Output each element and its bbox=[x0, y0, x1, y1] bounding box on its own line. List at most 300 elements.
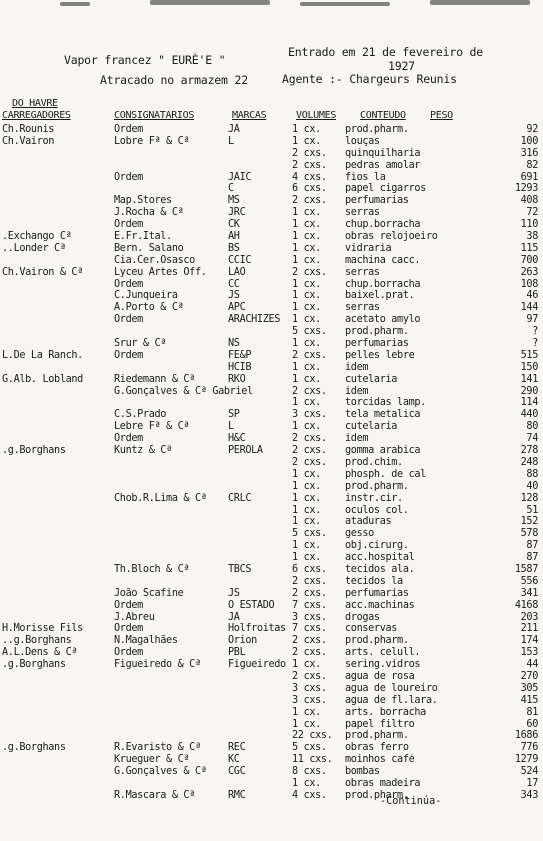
cell-consignatario: G.Gonçalves & Cª bbox=[114, 766, 207, 778]
cell-volumes: 1 cx. bbox=[292, 242, 321, 254]
cell-peso: 141 bbox=[520, 373, 538, 385]
docked-at: Atracado no armazem 22 bbox=[100, 73, 248, 87]
cell-consignatario: G.Gonçalves & Cª Gabriel bbox=[114, 385, 253, 397]
table-row bbox=[0, 350, 543, 362]
table-row bbox=[0, 279, 543, 291]
cell-carregador: Ch.Vairon & Cª bbox=[2, 266, 83, 278]
table-row bbox=[0, 362, 543, 374]
cell-peso: 46 bbox=[526, 290, 538, 302]
table-row bbox=[0, 160, 543, 172]
table-row bbox=[0, 326, 543, 338]
cell-marca: JS bbox=[228, 587, 240, 599]
table-row bbox=[0, 754, 543, 766]
table-row bbox=[0, 552, 543, 564]
cell-peso: 87 bbox=[526, 540, 538, 552]
cell-consignatario: Ordem bbox=[114, 349, 143, 361]
cell-conteudo: acc.hospital bbox=[345, 552, 415, 564]
cell-consignatario: Ordem bbox=[114, 623, 143, 635]
cell-conteudo: sering.vidros bbox=[345, 659, 421, 671]
cell-consignatario: C.S.Prado bbox=[114, 409, 167, 421]
cell-peso: 578 bbox=[520, 528, 538, 540]
cell-volumes: 2 cxs. bbox=[292, 670, 327, 682]
cell-carregador: Ch.Vairon bbox=[2, 135, 55, 147]
cell-peso: 316 bbox=[520, 147, 538, 159]
cell-volumes: 1 cx. bbox=[292, 480, 321, 492]
col-volumes-header: VOLUMES bbox=[296, 110, 337, 121]
cell-volumes: 2 cxs. bbox=[292, 635, 327, 647]
cell-marca: TBCS bbox=[228, 563, 252, 575]
cell-peso: 248 bbox=[520, 456, 538, 468]
table-row bbox=[0, 790, 543, 802]
scan-smudge bbox=[430, 0, 530, 5]
col-peso-header: PESO bbox=[430, 110, 453, 121]
table-row bbox=[0, 148, 543, 160]
cell-volumes: 2 cxs. bbox=[292, 147, 327, 159]
cell-carregador: .Exchango Cª bbox=[2, 231, 72, 243]
table-row bbox=[0, 612, 543, 624]
table-row bbox=[0, 302, 543, 314]
cell-consignatario: Ordem bbox=[114, 171, 143, 183]
cell-volumes: 1 cx. bbox=[292, 516, 321, 528]
table-row bbox=[0, 730, 543, 742]
cell-volumes: 1 cx. bbox=[292, 468, 321, 480]
cell-consignatario: C.Junqueira bbox=[114, 290, 178, 302]
cell-carregador: ..g.Borghans bbox=[2, 635, 72, 647]
cell-consignatario: Srur & Cª bbox=[114, 338, 167, 350]
table-row bbox=[0, 540, 543, 552]
cell-conteudo: louças bbox=[345, 135, 380, 147]
cell-peso: 88 bbox=[526, 468, 538, 480]
cell-conteudo: machina cacc. bbox=[345, 254, 421, 266]
table-row bbox=[0, 635, 543, 647]
cell-peso: 152 bbox=[520, 516, 538, 528]
cell-peso: 174 bbox=[520, 635, 538, 647]
cell-volumes: 2 cxs. bbox=[292, 587, 327, 599]
cell-carregador: A.L.Dens & Cª bbox=[2, 647, 78, 659]
cell-peso: 278 bbox=[520, 445, 538, 457]
cell-volumes: 1 cx. bbox=[292, 706, 321, 718]
cell-peso: 144 bbox=[520, 302, 538, 314]
table-row bbox=[0, 659, 543, 671]
table-row bbox=[0, 243, 543, 255]
cell-volumes: 7 cxs. bbox=[292, 623, 327, 635]
cell-conteudo: arts. celull. bbox=[345, 647, 421, 659]
cell-volumes: 4 cxs. bbox=[292, 789, 327, 801]
cell-volumes: 1 cx. bbox=[292, 504, 321, 516]
table-row bbox=[0, 778, 543, 790]
cell-volumes: 3 cxs. bbox=[292, 409, 327, 421]
cell-carregador: .g.Borghans bbox=[2, 742, 66, 754]
cell-consignatario: Krueguer & Cª bbox=[114, 754, 190, 766]
cell-volumes: 2 cxs. bbox=[292, 433, 327, 445]
cell-peso: 524 bbox=[520, 766, 538, 778]
cell-consignatario: Cia.Cer.Osasco bbox=[114, 254, 195, 266]
vessel-title: Vapor francez " EURÈ'E " bbox=[64, 53, 226, 67]
cell-volumes: 2 cxs. bbox=[292, 349, 327, 361]
cell-marca: CCIC bbox=[228, 254, 252, 266]
cell-peso: 691 bbox=[520, 171, 538, 183]
col-conteudo-header: CONTEUDO bbox=[360, 110, 406, 121]
table-row bbox=[0, 290, 543, 302]
table-row bbox=[0, 576, 543, 588]
table-row bbox=[0, 719, 543, 731]
cell-conteudo: drogas bbox=[345, 611, 380, 623]
cell-carregador: H.Morisse Fils bbox=[2, 623, 83, 635]
cell-volumes: 1 cx. bbox=[292, 397, 321, 409]
cell-volumes: 22 cxs. bbox=[292, 730, 333, 742]
cell-peso: 74 bbox=[526, 433, 538, 445]
cell-peso: 1686 bbox=[514, 730, 538, 742]
cell-peso: 203 bbox=[520, 611, 538, 623]
cell-peso: 17 bbox=[526, 777, 538, 789]
cell-conteudo: serras bbox=[345, 302, 380, 314]
table-row bbox=[0, 742, 543, 754]
cell-peso: 408 bbox=[520, 195, 538, 207]
cell-conteudo: vidraria bbox=[345, 242, 392, 254]
cell-conteudo: obras relojoeiro bbox=[345, 231, 438, 243]
cell-marca: Orion bbox=[228, 635, 257, 647]
cell-volumes: 1 cx. bbox=[292, 302, 321, 314]
cell-volumes: 1 cx. bbox=[292, 254, 321, 266]
cell-carregador: .g.Borghans bbox=[2, 659, 66, 671]
table-row bbox=[0, 481, 543, 493]
cell-marca: CGC bbox=[228, 766, 246, 778]
cell-conteudo: obras madeira bbox=[345, 777, 421, 789]
table-row bbox=[0, 314, 543, 326]
cell-marca: CK bbox=[228, 219, 240, 231]
cell-volumes: 5 cxs. bbox=[292, 326, 327, 338]
cell-consignatario: Chob.R.Lima & Cª bbox=[114, 492, 207, 504]
cell-volumes: 8 cxs. bbox=[292, 766, 327, 778]
cell-consignatario: Lebre Fª & Cª bbox=[114, 421, 190, 433]
scan-smudge bbox=[150, 0, 270, 5]
cell-marca: Holfroitas bbox=[228, 623, 286, 635]
table-row bbox=[0, 683, 543, 695]
cell-peso: 153 bbox=[520, 647, 538, 659]
table-row bbox=[0, 124, 543, 136]
cell-conteudo: quinquilharia bbox=[345, 147, 421, 159]
cell-volumes: 1 cx. bbox=[292, 492, 321, 504]
table-row bbox=[0, 493, 543, 505]
cell-conteudo: papel cigarros bbox=[345, 183, 426, 195]
cell-volumes: 2 cxs. bbox=[292, 385, 327, 397]
cell-conteudo: idem bbox=[345, 361, 369, 373]
cell-consignatario: Ordem bbox=[114, 599, 143, 611]
cell-marca: RKO bbox=[228, 373, 246, 385]
cell-peso: 115 bbox=[520, 242, 538, 254]
cell-volumes: 1 cx. bbox=[292, 373, 321, 385]
agent: Agente :- Chargeurs Reunis bbox=[282, 72, 457, 86]
cell-consignatario: J.Rocha & Cª bbox=[114, 207, 184, 219]
cell-conteudo: obj.cirurg. bbox=[345, 540, 409, 552]
cell-consignatario: Ordem bbox=[114, 433, 143, 445]
cell-conteudo: bombas bbox=[345, 766, 380, 778]
table-row bbox=[0, 207, 543, 219]
cell-conteudo: tecidos ala. bbox=[345, 563, 415, 575]
cell-peso: 81 bbox=[526, 706, 538, 718]
cell-conteudo: perfumarias bbox=[345, 195, 409, 207]
cell-marca: H&C bbox=[228, 433, 246, 445]
cell-volumes: 1 cx. bbox=[292, 421, 321, 433]
cell-conteudo: idem bbox=[345, 385, 369, 397]
cell-conteudo: tela metalica bbox=[345, 409, 421, 421]
cell-conteudo: serras bbox=[345, 207, 380, 219]
cell-peso: 776 bbox=[520, 742, 538, 754]
table-row bbox=[0, 374, 543, 386]
manifest-table bbox=[0, 124, 543, 802]
cell-conteudo: papel filtro bbox=[345, 718, 415, 730]
cell-volumes: 3 cxs. bbox=[292, 694, 327, 706]
cell-volumes: 1 cx. bbox=[292, 231, 321, 243]
cell-peso: 290 bbox=[520, 385, 538, 397]
cell-volumes: 2 cxs. bbox=[292, 647, 327, 659]
scan-smudge bbox=[300, 2, 390, 6]
table-row bbox=[0, 707, 543, 719]
cell-conteudo: prod.pharm. bbox=[345, 730, 409, 742]
cell-marca: JS bbox=[228, 290, 240, 302]
table-row bbox=[0, 766, 543, 778]
cell-carregador: Ch.Rounis bbox=[2, 124, 55, 135]
cell-volumes: 1 cx. bbox=[292, 207, 321, 219]
arrival-year: 1927 bbox=[388, 59, 415, 73]
cell-marca: O ESTADO bbox=[228, 599, 275, 611]
cell-peso: ? bbox=[532, 338, 538, 350]
cell-consignatario: João Scafine bbox=[114, 587, 184, 599]
cell-peso: 4168 bbox=[514, 599, 538, 611]
cell-peso: 341 bbox=[520, 587, 538, 599]
cell-conteudo: baixel.prat. bbox=[345, 290, 415, 302]
cell-conteudo: prod.chim. bbox=[345, 456, 403, 468]
continued-note: -Continúa- bbox=[380, 796, 442, 807]
cell-marca: APC bbox=[228, 302, 246, 314]
cell-marca: JAIC bbox=[228, 171, 252, 183]
cell-volumes: 1 cx. bbox=[292, 219, 321, 231]
table-row bbox=[0, 183, 543, 195]
cell-marca: RMC bbox=[228, 789, 246, 801]
cell-volumes: 3 cxs. bbox=[292, 611, 327, 623]
cell-peso: 110 bbox=[520, 219, 538, 231]
table-row bbox=[0, 516, 543, 528]
cell-peso: 38 bbox=[526, 231, 538, 243]
cell-conteudo: arts. borracha bbox=[345, 706, 426, 718]
table-row bbox=[0, 469, 543, 481]
scan-smudge bbox=[60, 2, 90, 6]
cell-marca: PEROLA bbox=[228, 445, 263, 457]
cell-volumes: 1 cx. bbox=[292, 124, 321, 135]
cell-volumes: 6 cxs. bbox=[292, 183, 327, 195]
cell-peso: 44 bbox=[526, 659, 538, 671]
cell-consignatario: Ordem bbox=[114, 278, 143, 290]
cell-consignatario: Lyceu Artes Off. bbox=[114, 266, 207, 278]
cell-peso: 700 bbox=[520, 254, 538, 266]
cell-conteudo: chup.borracha bbox=[345, 278, 421, 290]
cell-volumes: 1 cx. bbox=[292, 361, 321, 373]
cell-peso: 415 bbox=[520, 694, 538, 706]
table-row bbox=[0, 671, 543, 683]
cell-peso: 1279 bbox=[514, 754, 538, 766]
cell-marca: MS bbox=[228, 195, 240, 207]
cell-conteudo: agua de loureiro bbox=[345, 682, 438, 694]
cell-conteudo: prod.pharm. bbox=[345, 789, 409, 801]
arrival-date: Entrado em 21 de fevereiro de bbox=[288, 45, 483, 59]
cell-conteudo: torcidas lamp. bbox=[345, 397, 426, 409]
cell-volumes: 1 cx. bbox=[292, 552, 321, 564]
cell-marca: ARACHIZES bbox=[228, 314, 281, 326]
cell-peso: 1293 bbox=[514, 183, 538, 195]
cell-marca: PBL bbox=[228, 647, 246, 659]
table-row bbox=[0, 695, 543, 707]
cell-volumes: 2 cxs. bbox=[292, 159, 327, 171]
table-row bbox=[0, 433, 543, 445]
cell-consignatario: J.Abreu bbox=[114, 611, 155, 623]
cell-consignatario: Bern. Salano bbox=[114, 242, 184, 254]
cell-marca: KC bbox=[228, 754, 240, 766]
cell-peso: 114 bbox=[520, 397, 538, 409]
table-row bbox=[0, 195, 543, 207]
cell-volumes: 1 cx. bbox=[292, 338, 321, 350]
table-row bbox=[0, 564, 543, 576]
cell-peso: 263 bbox=[520, 266, 538, 278]
table-row bbox=[0, 623, 543, 635]
cell-volumes: 1 cx. bbox=[292, 777, 321, 789]
cell-marca: JA bbox=[228, 611, 240, 623]
cell-volumes: 1 cx. bbox=[292, 290, 321, 302]
cell-peso: 211 bbox=[520, 623, 538, 635]
cell-peso: 80 bbox=[526, 421, 538, 433]
table-row bbox=[0, 172, 543, 184]
cell-consignatario: Ordem bbox=[114, 647, 143, 659]
cell-marca: NS bbox=[228, 338, 240, 350]
cell-conteudo: gesso bbox=[345, 528, 374, 540]
cell-conteudo: perfumarias bbox=[345, 338, 409, 350]
table-row bbox=[0, 457, 543, 469]
cell-volumes: 1 cx. bbox=[292, 314, 321, 326]
cell-peso: 515 bbox=[520, 349, 538, 361]
cell-conteudo: ataduras bbox=[345, 516, 392, 528]
cell-conteudo: tecidos la bbox=[345, 575, 403, 587]
table-row bbox=[0, 445, 543, 457]
cell-consignatario: Riedemann & Cª bbox=[114, 373, 195, 385]
cell-consignatario: A.Porto & Cª bbox=[114, 302, 184, 314]
cell-conteudo: prod.pharm. bbox=[345, 635, 409, 647]
cell-peso: 128 bbox=[520, 492, 538, 504]
cell-volumes: 1 cx. bbox=[292, 540, 321, 552]
cell-volumes: 4 cxs. bbox=[292, 171, 327, 183]
cell-conteudo: prod.pharm. bbox=[345, 326, 409, 338]
cell-conteudo: instr.cir. bbox=[345, 492, 403, 504]
cell-conteudo: oculos col. bbox=[345, 504, 409, 516]
table-row bbox=[0, 409, 543, 421]
cell-volumes: 6 cxs. bbox=[292, 563, 327, 575]
cell-conteudo: chup.borracha bbox=[345, 219, 421, 231]
cell-marca: L bbox=[228, 421, 234, 433]
cell-volumes: 11 cxs. bbox=[292, 754, 333, 766]
cell-volumes: 1 cx. bbox=[292, 278, 321, 290]
cell-conteudo: pelles lebre bbox=[345, 349, 415, 361]
cell-conteudo: gomma arabica bbox=[345, 445, 421, 457]
cell-peso: 40 bbox=[526, 480, 538, 492]
cell-peso: 150 bbox=[520, 361, 538, 373]
cell-conteudo: cutelaria bbox=[345, 421, 398, 433]
cell-conteudo: prod.pharm. bbox=[345, 480, 409, 492]
cell-consignatario: Lobre Fª & Cª bbox=[114, 135, 190, 147]
cell-volumes: 2 cxs. bbox=[292, 195, 327, 207]
cell-marca: FE&P bbox=[228, 349, 252, 361]
cell-peso: 82 bbox=[526, 159, 538, 171]
cell-marca: SP bbox=[228, 409, 240, 421]
cell-marca: L bbox=[228, 135, 234, 147]
table-row bbox=[0, 255, 543, 267]
cell-consignatario: E.Fr.Ital. bbox=[114, 231, 172, 243]
cell-conteudo: fios la bbox=[345, 171, 386, 183]
table-row bbox=[0, 397, 543, 409]
cell-peso: 305 bbox=[520, 682, 538, 694]
cell-consignatario: Ordem bbox=[114, 219, 143, 231]
table-row bbox=[0, 338, 543, 350]
table-row bbox=[0, 647, 543, 659]
cell-conteudo: acetato amylo bbox=[345, 314, 421, 326]
col-consignatarios-header: CONSIGNATARIOS bbox=[114, 110, 195, 121]
cell-conteudo: conservas bbox=[345, 623, 398, 635]
cell-peso: 440 bbox=[520, 409, 538, 421]
cell-marca: CRLC bbox=[228, 492, 252, 504]
col-origin-header: DO HAVRE bbox=[12, 98, 58, 109]
cell-peso: ? bbox=[532, 326, 538, 338]
cell-conteudo: prod.pharm. bbox=[345, 124, 409, 135]
cell-consignatario: Ordem bbox=[114, 314, 143, 326]
cell-volumes: 2 cxs. bbox=[292, 266, 327, 278]
cell-carregador: L.De La Ranch. bbox=[2, 349, 83, 361]
table-row bbox=[0, 600, 543, 612]
cell-conteudo: cutelaria bbox=[345, 373, 398, 385]
cell-consignatario: R.Evaristo & Cª bbox=[114, 742, 201, 754]
cell-marca: JA bbox=[228, 124, 240, 135]
cell-marca: Figueiredo bbox=[228, 659, 286, 671]
cell-conteudo: phosph. de cal bbox=[345, 468, 426, 480]
cell-peso: 270 bbox=[520, 670, 538, 682]
cell-conteudo: agua de rosa bbox=[345, 670, 415, 682]
cell-peso: 92 bbox=[526, 124, 538, 135]
cell-consignatario: Kuntz & Cª bbox=[114, 445, 172, 457]
cell-volumes: 2 cxs. bbox=[292, 445, 327, 457]
cell-consignatario: R.Mascara & Cª bbox=[114, 789, 195, 801]
cell-carregador: ..Londer Cª bbox=[2, 242, 66, 254]
cell-conteudo: perfumarias bbox=[345, 587, 409, 599]
cell-peso: 97 bbox=[526, 314, 538, 326]
col-marcas-header: MARCAS bbox=[232, 110, 267, 121]
cell-peso: 108 bbox=[520, 278, 538, 290]
cell-consignatario: Th.Bloch & Cª bbox=[114, 563, 190, 575]
table-row bbox=[0, 231, 543, 243]
cell-peso: 51 bbox=[526, 504, 538, 516]
cell-marca: CC bbox=[228, 278, 240, 290]
table-row bbox=[0, 136, 543, 148]
cell-peso: 60 bbox=[526, 718, 538, 730]
cell-conteudo: pedras amolar bbox=[345, 159, 421, 171]
table-row bbox=[0, 505, 543, 517]
cell-marca: JRC bbox=[228, 207, 246, 219]
cell-peso: 100 bbox=[520, 135, 538, 147]
cell-consignatario: Ordem bbox=[114, 124, 143, 135]
cell-marca: HCIB bbox=[228, 361, 252, 373]
cell-peso: 1587 bbox=[514, 563, 538, 575]
cell-marca: LAO bbox=[228, 266, 246, 278]
cell-volumes: 5 cxs. bbox=[292, 528, 327, 540]
cell-volumes: 7 cxs. bbox=[292, 599, 327, 611]
cell-peso: 87 bbox=[526, 552, 538, 564]
cell-marca: C bbox=[228, 183, 234, 195]
cell-marca: BS bbox=[228, 242, 240, 254]
